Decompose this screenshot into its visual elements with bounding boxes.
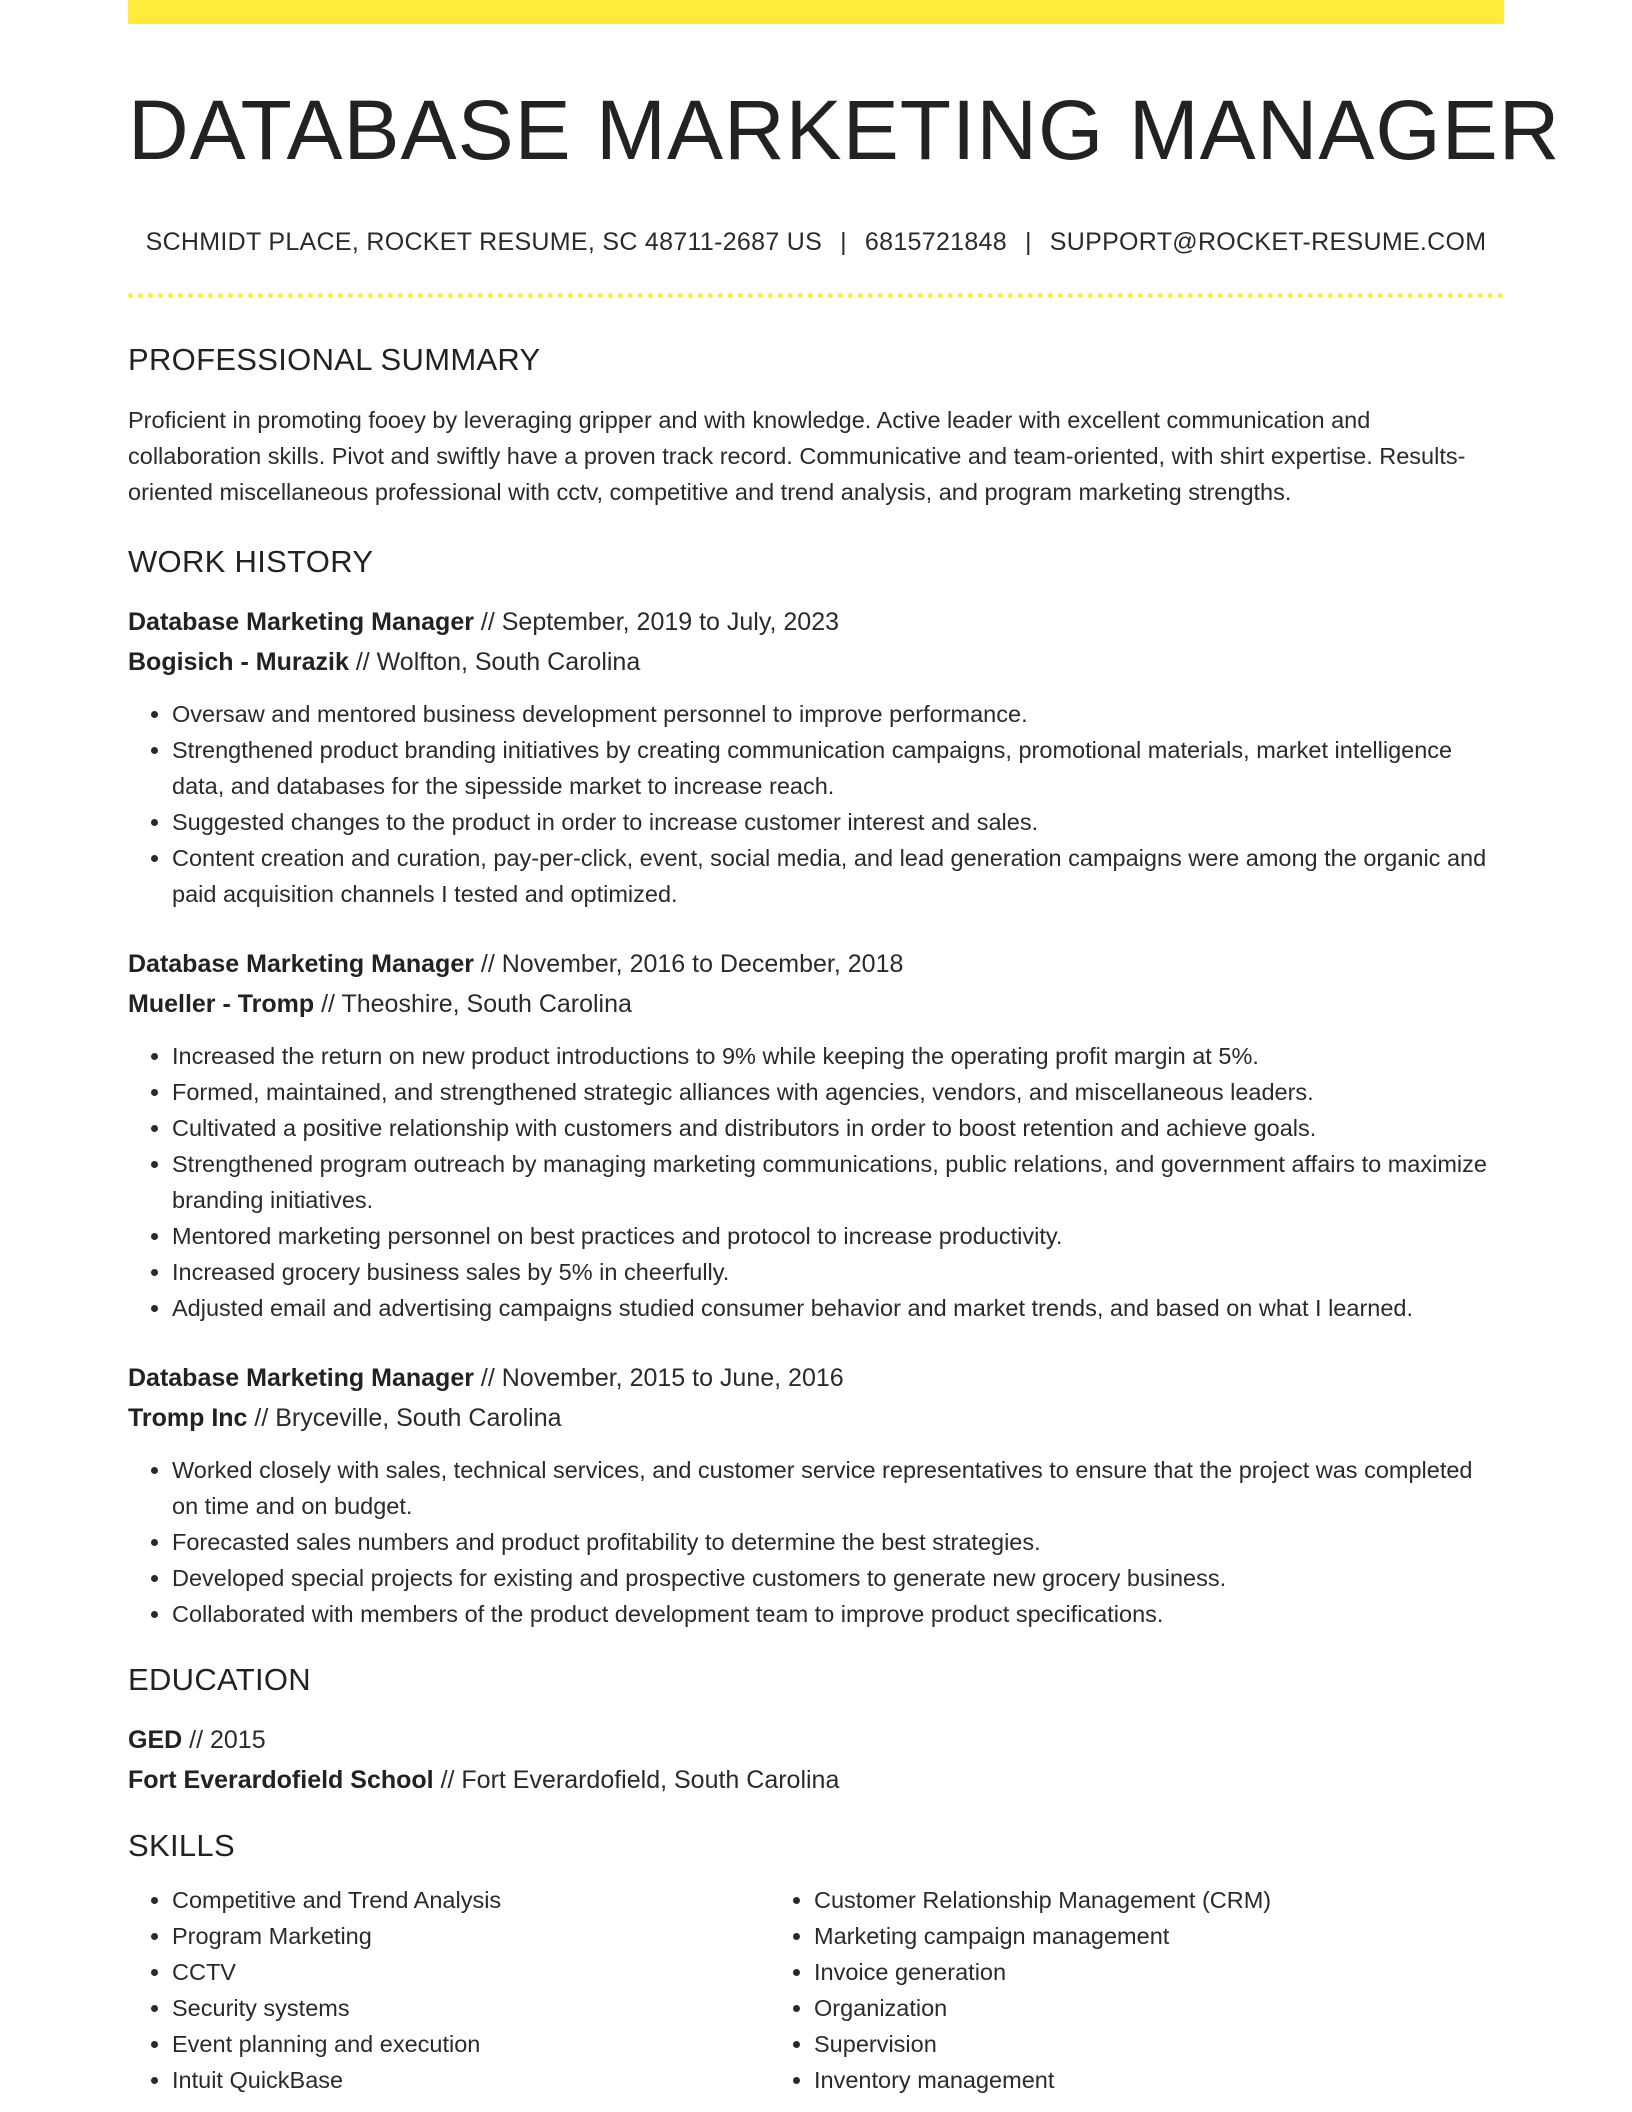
contact-line bbox=[128, 228, 1504, 257]
education-degree: GED bbox=[128, 1726, 183, 1755]
job-bullet: • Developed special projects for existing and prospective customers to generate new grocery business. bbox=[172, 1560, 1504, 1596]
skill-item: • Intuit QuickBase bbox=[172, 2062, 763, 2098]
skills-heading: SKILLS bbox=[128, 1828, 235, 1864]
job-title-line bbox=[128, 944, 1504, 984]
summary-text: Proficient in promoting fooey by leveraging gripper and with knowledge. Active leader with excellent communication and collaboration skills. Pivot and swiftly have a proven track record. Communicative and team-oriented, with shirt expertise. Results-oriented miscellaneous professional with cctv, competitive and trend analysis, and program marketing strengths. bbox=[128, 407, 1466, 506]
education-school: Fort Everardofield School bbox=[128, 1766, 434, 1795]
contact-separator: | bbox=[840, 228, 847, 257]
job-company: Mueller - Tromp bbox=[128, 990, 315, 1019]
job-title: Database Marketing Manager bbox=[128, 1364, 474, 1393]
job-title-line bbox=[128, 602, 1504, 642]
education-school-line bbox=[128, 1760, 1504, 1800]
job-bullet-list bbox=[128, 1038, 1504, 1326]
education-year: // 2015 bbox=[189, 1726, 266, 1755]
skills-list-right bbox=[763, 1882, 1398, 2098]
education-location: // Fort Everardofield, South Carolina bbox=[440, 1766, 840, 1795]
job-dates: // November, 2015 to June, 2016 bbox=[480, 1364, 844, 1393]
job-bullet: • Suggested changes to the product in order to increase customer interest and sales. bbox=[172, 804, 1504, 840]
job-dates: // November, 2016 to December, 2018 bbox=[480, 950, 904, 979]
summary-heading: PROFESSIONAL SUMMARY bbox=[128, 342, 541, 378]
skill-item: • Invoice generation bbox=[814, 1954, 1398, 1990]
skill-item: • Competitive and Trend Analysis bbox=[172, 1882, 763, 1918]
job-bullet: • Adjusted email and advertising campaigns studied consumer behavior and market trends, and based on what I learned. bbox=[172, 1290, 1504, 1326]
job-bullet-list bbox=[128, 696, 1504, 912]
resume-page bbox=[128, 0, 1561, 2098]
job-bullet: • Forecasted sales numbers and product profitability to determine the best strategies. bbox=[172, 1524, 1504, 1560]
accent-top-bar bbox=[128, 0, 1504, 24]
education-entry bbox=[128, 1720, 1504, 1800]
job-bullet: • Oversaw and mentored business development personnel to improve performance. bbox=[172, 696, 1504, 732]
education-heading: EDUCATION bbox=[128, 1662, 311, 1698]
header-divider bbox=[128, 293, 1504, 298]
job-bullet: • Worked closely with sales, technical services, and customer service representatives to ensure that the project was completed on time and on budget. bbox=[172, 1452, 1504, 1524]
job-title: Database Marketing Manager bbox=[128, 608, 474, 637]
skill-item: • Event planning and execution bbox=[172, 2026, 763, 2062]
job-company-line bbox=[128, 642, 1504, 682]
job-company: Bogisich - Murazik bbox=[128, 648, 349, 677]
job-location: // Wolfton, South Carolina bbox=[355, 648, 641, 677]
job-location: // Theoshire, South Carolina bbox=[321, 990, 632, 1019]
job-bullet: • Strengthened product branding initiatives by creating communication campaigns, promotional materials, market intelligence data, and databases for the sipesside market to increase reach. bbox=[172, 732, 1504, 804]
resume-title: DATABASE MARKETING MANAGER bbox=[128, 83, 1561, 177]
job-company: Tromp Inc bbox=[128, 1404, 248, 1433]
job-bullet: • Collaborated with members of the product development team to improve product specifications. bbox=[172, 1596, 1504, 1632]
job-location: // Bryceville, South Carolina bbox=[254, 1404, 562, 1433]
job-bullet: • Increased the return on new product introductions to 9% while keeping the operating profit margin at 5%. bbox=[172, 1038, 1504, 1074]
skill-item: • Inventory management bbox=[814, 2062, 1398, 2098]
job-company-line bbox=[128, 1398, 1504, 1438]
education-degree-line bbox=[128, 1720, 1504, 1760]
job-title: Database Marketing Manager bbox=[128, 950, 474, 979]
job-bullet: • Content creation and curation, pay-per-click, event, social media, and lead generation campaigns were among the organic and paid acquisition channels I tested and optimized. bbox=[172, 840, 1504, 912]
skill-item: • Program Marketing bbox=[172, 1918, 763, 1954]
skill-item: • Customer Relationship Management (CRM) bbox=[814, 1882, 1398, 1918]
job-entry bbox=[128, 602, 1504, 912]
job-bullet: • Increased grocery business sales by 5% in cheerfully. bbox=[172, 1254, 1504, 1290]
job-entry bbox=[128, 944, 1504, 1326]
job-bullet: • Cultivated a positive relationship with customers and distributors in order to boost retention and achieve goals. bbox=[172, 1110, 1504, 1146]
skill-item: • Marketing campaign management bbox=[814, 1918, 1398, 1954]
contact-address: SCHMIDT PLACE, ROCKET RESUME, SC 48711-2687 US bbox=[145, 228, 823, 257]
work-history-heading: WORK HISTORY bbox=[128, 544, 374, 580]
job-dates: // September, 2019 to July, 2023 bbox=[480, 608, 840, 637]
skills-columns bbox=[128, 1882, 1504, 2098]
skill-item: • CCTV bbox=[172, 1954, 763, 1990]
contact-separator: | bbox=[1024, 228, 1032, 257]
job-company-line bbox=[128, 984, 1504, 1024]
contact-phone[interactable]: 6815721848 bbox=[864, 228, 1007, 257]
job-bullet: • Formed, maintained, and strengthened strategic alliances with agencies, vendors, and miscellaneous leaders. bbox=[172, 1074, 1504, 1110]
skills-list-left bbox=[128, 1882, 763, 2098]
job-bullet-list bbox=[128, 1452, 1504, 1632]
skill-item: • Organization bbox=[814, 1990, 1398, 2026]
job-entry bbox=[128, 1358, 1504, 1632]
contact-email[interactable]: SUPPORT@ROCKET-RESUME.COM bbox=[1049, 228, 1487, 257]
job-title-line bbox=[128, 1358, 1504, 1398]
skill-item: • Supervision bbox=[814, 2026, 1398, 2062]
skill-item: • Security systems bbox=[172, 1990, 763, 2026]
job-bullet: • Mentored marketing personnel on best practices and protocol to increase productivity. bbox=[172, 1218, 1504, 1254]
job-bullet: • Strengthened program outreach by managing marketing communications, public relations, and government affairs to maximize branding initiatives. bbox=[172, 1146, 1504, 1218]
